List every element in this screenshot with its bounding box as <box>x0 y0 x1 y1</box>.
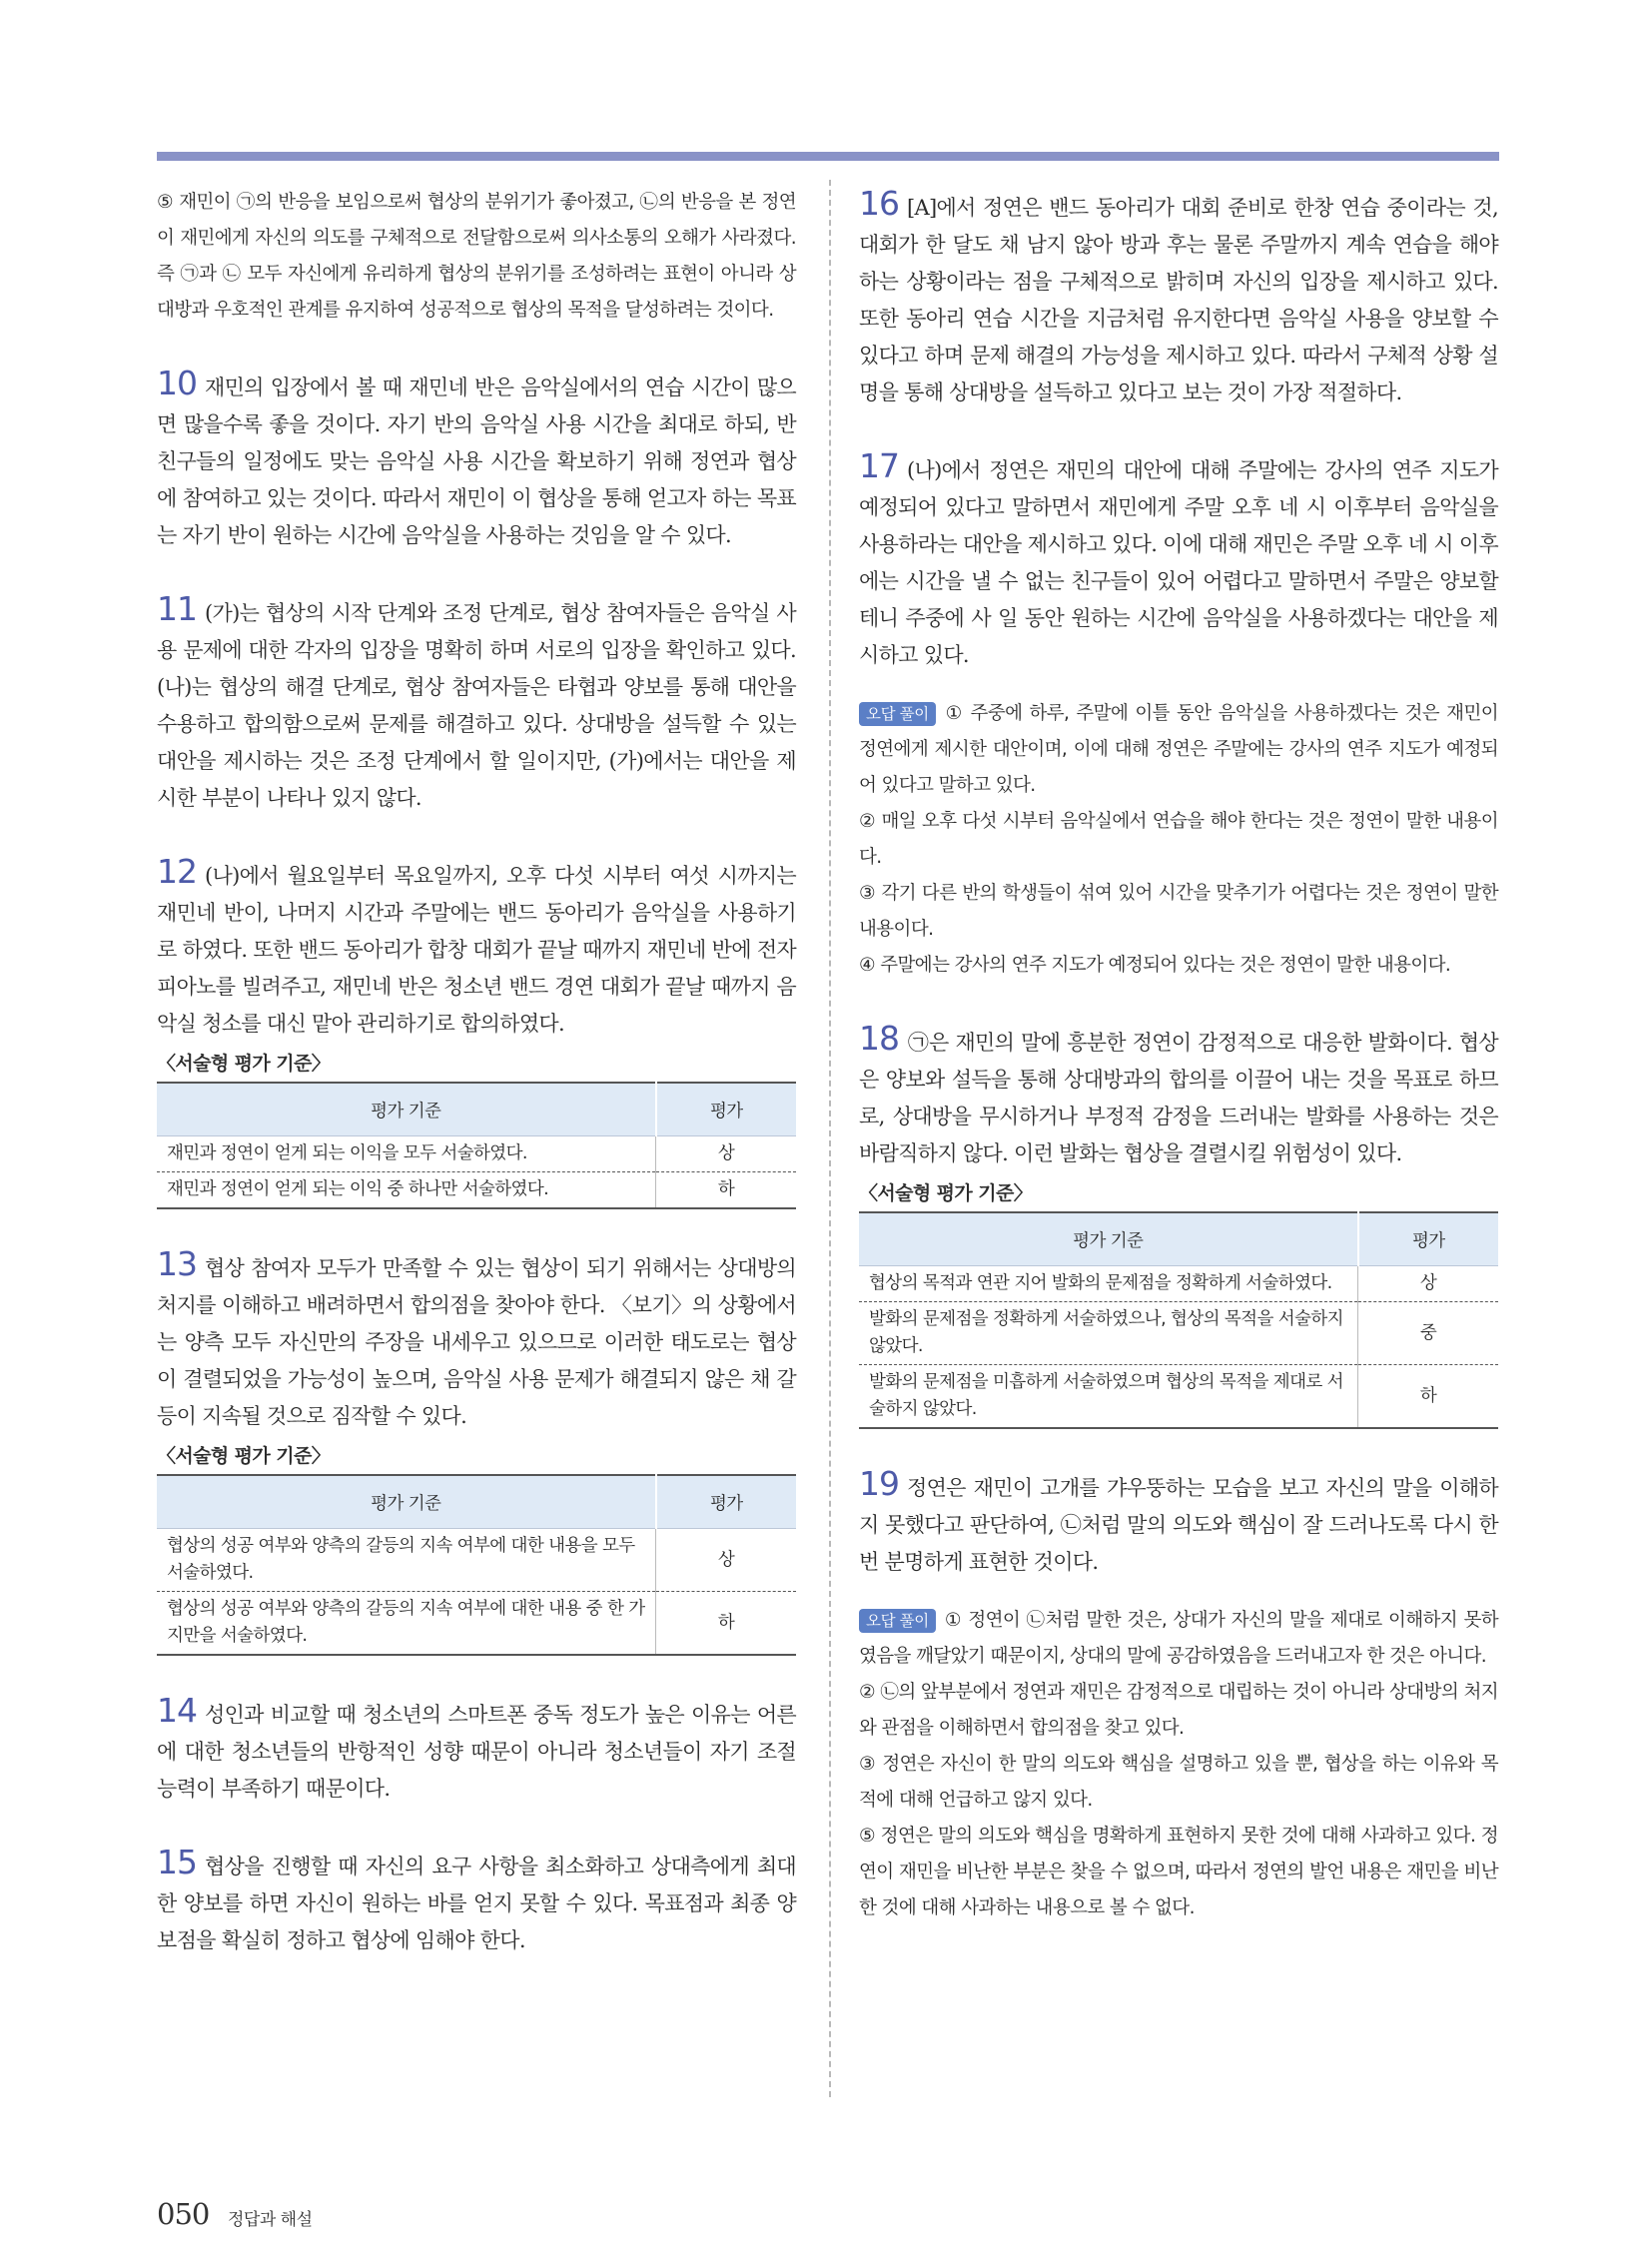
q15 <box>157 1844 796 1959</box>
q13-number: 13 <box>157 1244 197 1283</box>
footer-label: 정답과 해설 <box>228 2210 313 2230</box>
q17-wrong-1 <box>859 696 1498 804</box>
q12-number: 12 <box>157 852 197 891</box>
q14 <box>157 1692 796 1808</box>
q13-criteria-title: 〈서술형 평가 기준〉 <box>157 1445 331 1467</box>
grade-cell: 하 <box>656 1172 797 1209</box>
q11-text: (가)는 협상의 시작 단계와 조정 단계로, 협상 참여자들은 음악실 사용 문제에 대한 각자의 입장을 명확히 하며 서로의 입장을 확인하고 있다. (나)는 협상의 해결 단계로, 협상 참여자들은 타협과 양보를 통해 대안을 수용하고 합의함으로써 문제를 해결하고 있다. 상대방을 설득할 수 있는 대안을 제시하는 것은 조정 단계에서 할 일이지만, (가)에서는 대안을 제시한 부분이 나타나 있지 않다. <box>157 601 796 810</box>
table-row <box>859 1365 1498 1429</box>
q10-text: 재민의 입장에서 볼 때 재민네 반은 음악실에서의 연습 시간이 많으면 많을수록 좋을 것이다. 자기 반의 음악실 사용 시간을 최대로 하되, 반 친구들의 일정에도 맞는 음악실 사용 시간을 확보하기 위해 정연과 협상에 참여하고 있는 것이다. 따라서 재민이 이 협상을 통해 얻고자 하는 목표는 자기 반이 원하는 시간에 음악실을 사용하는 것임을 알 수 있다. <box>157 375 796 547</box>
left-column <box>157 185 796 1959</box>
q13 <box>157 1245 796 1435</box>
wrong-answer-badge: 오답 풀이 <box>859 702 936 726</box>
q16-text: [A]에서 정연은 밴드 동아리가 대회 준비로 한창 연습 중이라는 것, 대회가 한 달도 채 남지 않아 방과 후는 물론 주말까지 계속 연습을 해야 하는 상황이라는 점을 구체적으로 밝히며 자신의 입장을 제시하고 있다. 또한 동아리 연습 시간을 지금처럼 유지한다면 음악실 사용을 양보할 수 있다고 하며 문제 해결의 가능성을 제시하고 있다. 따라서 구체적 상황 설명을 통해 상대방을 설득하고 있다고 보는 것이 가장 적절하다. <box>859 196 1498 404</box>
criteria-cell: 협상의 성공 여부와 양측의 갈등의 지속 여부에 대한 내용 중 한 가지만을 서술하였다. <box>157 1592 656 1656</box>
q11-number: 11 <box>157 589 197 628</box>
grade-cell: 하 <box>1358 1365 1499 1429</box>
grade-header: 평가 <box>656 1475 797 1529</box>
q17 <box>859 447 1498 674</box>
criteria-cell: 재민과 정연이 얻게 되는 이익 중 하나만 서술하였다. <box>157 1172 656 1209</box>
criteria-header: 평가 기준 <box>157 1083 656 1136</box>
q15-number: 15 <box>157 1843 197 1881</box>
q19-wrong-1-text: ① 정연이 ㉡처럼 말한 것은, 상대가 자신의 말을 제대로 이해하지 못하였음을 깨달았기 때문이지, 상대의 말에 공감하였음을 드러내고자 한 것은 아니다. <box>859 1610 1498 1667</box>
q12-criteria-table <box>157 1082 796 1209</box>
table-row <box>859 1266 1498 1302</box>
q19-wrong-1 <box>859 1603 1498 1675</box>
q18-criteria-table <box>859 1211 1498 1429</box>
q19 <box>859 1465 1498 1581</box>
q10 <box>157 365 796 554</box>
q19-number: 19 <box>859 1464 899 1503</box>
column-divider <box>829 180 831 2097</box>
q17-wrong-1-text: ① 주중에 하루, 주말에 이틀 동안 음악실을 사용하겠다는 것은 재민이 정연에게 제시한 대안이며, 이에 대해 정연은 주말에는 강사의 연주 지도가 예정되어 있다고 말하고 있다. <box>859 703 1498 796</box>
q19-wrong-5: ⑤ 정연은 말의 의도와 핵심을 명확하게 표현하지 못한 것에 대해 사과하고 있다. 정연이 재민을 비난한 부분은 찾을 수 없으며, 따라서 정연의 발언 내용은 재민을 비난한 것에 대해 사과하는 내용으로 볼 수 없다. <box>859 1826 1498 1918</box>
q15-text: 협상을 진행할 때 자신의 요구 사항을 최소화하고 상대측에게 최대한 양보를 하면 자신이 원하는 바를 얻지 못할 수 있다. 목표점과 최종 양보점을 확실히 정하고 협상에 임해야 한다. <box>157 1855 796 1952</box>
q10-number: 10 <box>157 364 197 402</box>
grade-cell: 상 <box>656 1136 797 1172</box>
table-row <box>157 1529 796 1592</box>
q14-text: 성인과 비교할 때 청소년의 스마트폰 중독 정도가 높은 이유는 어른에 대한 청소년들의 반항적인 성향 때문이 아니라 청소년들이 자기 조절 능력이 부족하기 때문이다. <box>157 1703 796 1801</box>
q16 <box>859 185 1498 411</box>
criteria-cell: 발화의 문제점을 미흡하게 서술하였으며 협상의 목적을 제대로 서술하지 않았다. <box>859 1365 1358 1429</box>
criteria-cell: 협상의 성공 여부와 양측의 갈등의 지속 여부에 대한 내용을 모두 서술하였다. <box>157 1529 656 1592</box>
grade-header: 평가 <box>656 1083 797 1136</box>
grade-cell: 중 <box>1358 1302 1499 1365</box>
q12 <box>157 853 796 1043</box>
criteria-cell: 협상의 목적과 연관 지어 발화의 문제점을 정확하게 서술하였다. <box>859 1266 1358 1302</box>
q17-wrong-2: ② 매일 오후 다섯 시부터 음악실에서 연습을 해야 한다는 것은 정연이 말한 내용이다. <box>859 811 1498 868</box>
q13-criteria-table <box>157 1474 796 1656</box>
grade-header: 평가 <box>1358 1212 1499 1266</box>
top-rule <box>157 152 1499 161</box>
q17-wrong-4: ④ 주말에는 강사의 연주 지도가 예정되어 있다는 것은 정연이 말한 내용이다. <box>859 955 1451 976</box>
q19-text: 정연은 재민이 고개를 갸우뚱하는 모습을 보고 자신의 말을 이해하지 못했다고 판단하여, ㉡처럼 말의 의도와 핵심이 잘 드러나도록 다시 한번 분명하게 표현한 것이다. <box>859 1476 1498 1574</box>
criteria-header: 평가 기준 <box>157 1475 656 1529</box>
q18-number: 18 <box>859 1019 899 1058</box>
table-row <box>157 1172 796 1209</box>
grade-cell: 상 <box>656 1529 797 1592</box>
q17-number: 17 <box>859 446 899 485</box>
q19-wrong-3: ③ 정연은 자신이 한 말의 의도와 핵심을 설명하고 있을 뿐, 협상을 하는 이유와 목적에 대해 언급하고 않지 있다. <box>859 1754 1498 1811</box>
wrong-answer-badge: 오답 풀이 <box>859 1609 936 1633</box>
q11 <box>157 590 796 817</box>
grade-cell: 상 <box>1358 1266 1499 1302</box>
table-row <box>859 1302 1498 1365</box>
table-row <box>157 1136 796 1172</box>
q9-option-5: ⑤ 재민이 ㉠의 반응을 보임으로써 협상의 분위기가 좋아졌고, ㉡의 반응을 본 정연이 재민에게 자신의 의도를 구체적으로 전달함으로써 의사소통의 오해가 사라졌다. 즉 ㉠과 ㉡ 모두 자신에게 유리하게 협상의 분위기를 조성하려는 표현이 아니라 상대방과 우호적인 관계를 유지하여 성공적으로 협상의 목적을 달성하려는 것이다. <box>157 192 796 321</box>
q19-wrong-2: ② ㉡의 앞부분에서 정연과 재민은 감정적으로 대립하는 것이 아니라 상대방의 처지와 관점을 이해하면서 합의점을 찾고 있다. <box>859 1682 1498 1739</box>
q18-text: ㉠은 재민의 말에 흥분한 정연이 감정적으로 대응한 발화이다. 협상은 양보와 설득을 통해 상대방과의 합의를 이끌어 내는 것을 목표로 하므로, 상대방을 무시하거나 부정적 감정을 드러내는 발화를 사용하는 것은 바람직하지 않다. 이런 발화는 협상을 결렬시킬 위험성이 있다. <box>859 1031 1498 1165</box>
q17-text: (나)에서 정연은 재민의 대안에 대해 주말에는 강사의 연주 지도가 예정되어 있다고 말하면서 재민에게 주말 오후 네 시 이후부터 음악실을 사용하라는 대안을 제시하고 있다. 이에 대해 재민은 주말 오후 네 시 이후에는 시간을 낼 수 없는 친구들이 있어 어렵다고 말하면서 주말은 양보할 테니 주중에 사 일 동안 원하는 시간에 음악실을 사용하겠다는 대안을 제시하고 있다. <box>859 458 1498 667</box>
q17-wrong-3: ③ 각기 다른 반의 학생들이 섞여 있어 시간을 맞추기가 어렵다는 것은 정연이 말한 내용이다. <box>859 883 1498 940</box>
q18-criteria-title: 〈서술형 평가 기준〉 <box>859 1182 1033 1204</box>
q13-text: 협상 참여자 모두가 만족할 수 있는 협상이 되기 위해서는 상대방의 처지를 이해하고 배려하면서 합의점을 찾아야 한다. 〈보기〉의 상황에서는 양측 모두 자신만의 주장을 내세우고 있으므로 이러한 태도로는 협상이 결렬되었을 가능성이 높으며, 음악실 사용 문제가 해결되지 않은 채 갈등이 지속될 것으로 짐작할 수 있다. <box>157 1256 796 1428</box>
criteria-cell: 발화의 문제점을 정확하게 서술하였으나, 협상의 목적을 서술하지 않았다. <box>859 1302 1358 1365</box>
q18 <box>859 1020 1498 1172</box>
table-row <box>157 1592 796 1656</box>
right-column <box>859 185 1498 1926</box>
criteria-header: 평가 기준 <box>859 1212 1358 1266</box>
q12-criteria-title: 〈서술형 평가 기준〉 <box>157 1053 331 1075</box>
criteria-cell: 재민과 정연이 얻게 되는 이익을 모두 서술하였다. <box>157 1136 656 1172</box>
q14-number: 14 <box>157 1691 197 1730</box>
q16-number: 16 <box>859 184 899 223</box>
grade-cell: 하 <box>656 1592 797 1656</box>
q12-text: (나)에서 월요일부터 목요일까지, 오후 다섯 시부터 여섯 시까지는 재민네 반이, 나머지 시간과 주말에는 밴드 동아리가 음악실을 사용하기로 하였다. 또한 밴드 동아리가 합창 대회가 끝날 때까지 재민네 반에 전자 피아노를 빌려주고, 재민네 반은 청소년 밴드 경연 대회가 끝날 때까지 음악실 청소를 대신 맡아 관리하기로 합의하였다. <box>157 864 796 1036</box>
page-number: 050 <box>157 2197 210 2231</box>
